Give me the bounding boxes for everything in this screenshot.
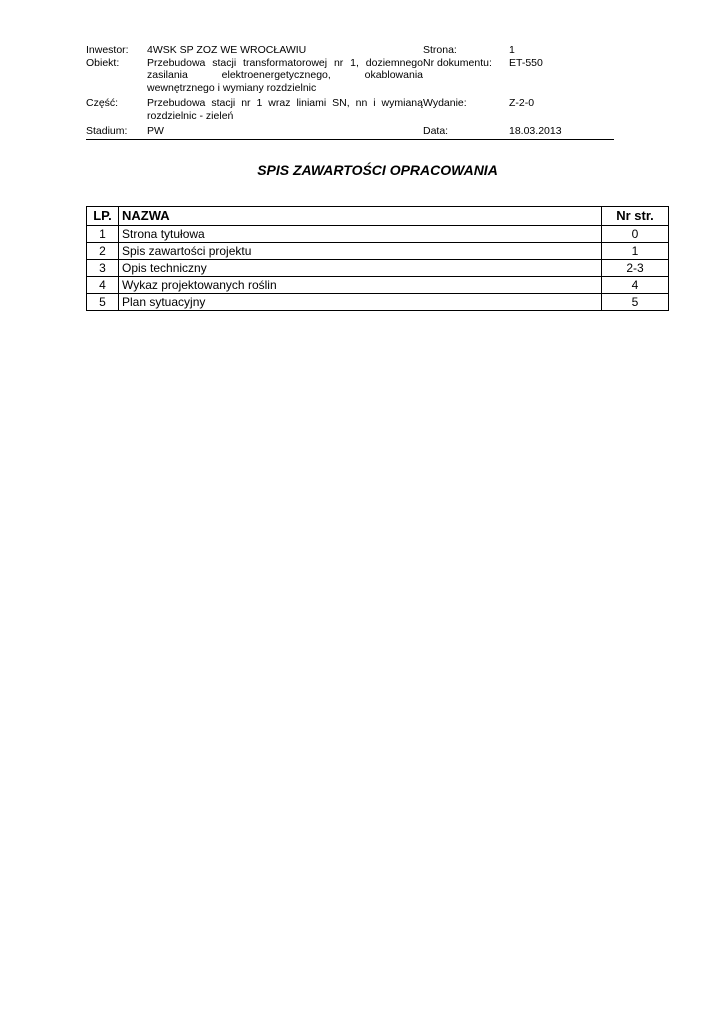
page-value: 1: [509, 44, 515, 56]
part-label: Część:: [86, 97, 119, 109]
row-lp: 3: [87, 260, 119, 277]
page-label: Strona:: [423, 44, 457, 56]
row-page: 0: [602, 226, 669, 243]
header-row-stage: [86, 125, 614, 140]
row-page: 1: [602, 243, 669, 260]
row-name: Plan sytuacyjny: [119, 294, 602, 311]
row-name: Strona tytułowa: [119, 226, 602, 243]
table-header-row: [87, 207, 669, 226]
header-lp: LP.: [87, 207, 119, 226]
edition-value: Z-2-0: [509, 97, 535, 109]
row-name: Spis zawartości projektu: [119, 243, 602, 260]
header-row-investor: [86, 44, 614, 57]
part-value: Przebudowa stacji nr 1 wraz liniami SN, nn i wymianą rozdzielnic - zieleń: [147, 97, 423, 122]
row-name: Wykaz projektowanych roślin: [119, 277, 602, 294]
table-row: [87, 226, 669, 243]
table-row: [87, 243, 669, 260]
table-row: [87, 294, 669, 311]
document-title: SPIS ZAWARTOŚCI OPRACOWANIA: [257, 162, 498, 178]
investor-label: Inwestor:: [86, 44, 129, 56]
row-page: 5: [602, 294, 669, 311]
header-page: Nr str.: [602, 207, 669, 226]
row-lp: 5: [87, 294, 119, 311]
table-row: [87, 260, 669, 277]
object-label: Obiekt:: [86, 56, 120, 69]
header-row-part: [86, 97, 614, 122]
date-label: Data:: [423, 125, 449, 137]
contents-table: [86, 206, 669, 311]
row-page: 4: [602, 277, 669, 294]
document-header: [86, 44, 614, 140]
stage-label: Stadium:: [86, 125, 128, 137]
object-value: Przebudowa stacji transformatorowej nr 1, doziemnego zasilania elektroenergetycznego, okablowania wewnętrznego i wymiany rozdzielnic: [147, 56, 423, 94]
table-row: [87, 277, 669, 294]
docnum-value: ET-550: [509, 56, 543, 69]
date-value: 18.03.2013: [509, 125, 562, 137]
row-lp: 1: [87, 226, 119, 243]
row-lp: 2: [87, 243, 119, 260]
docnum-label: Nr dokumentu:: [423, 56, 492, 69]
edition-label: Wydanie:: [423, 97, 467, 109]
row-lp: 4: [87, 277, 119, 294]
investor-value: 4WSK SP ZOZ WE WROCŁAWIU: [147, 44, 307, 56]
stage-value: PW: [147, 125, 164, 137]
header-row-object: [86, 57, 614, 95]
header-name: NAZWA: [119, 207, 602, 226]
row-page: 2-3: [602, 260, 669, 277]
row-name: Opis techniczny: [119, 260, 602, 277]
